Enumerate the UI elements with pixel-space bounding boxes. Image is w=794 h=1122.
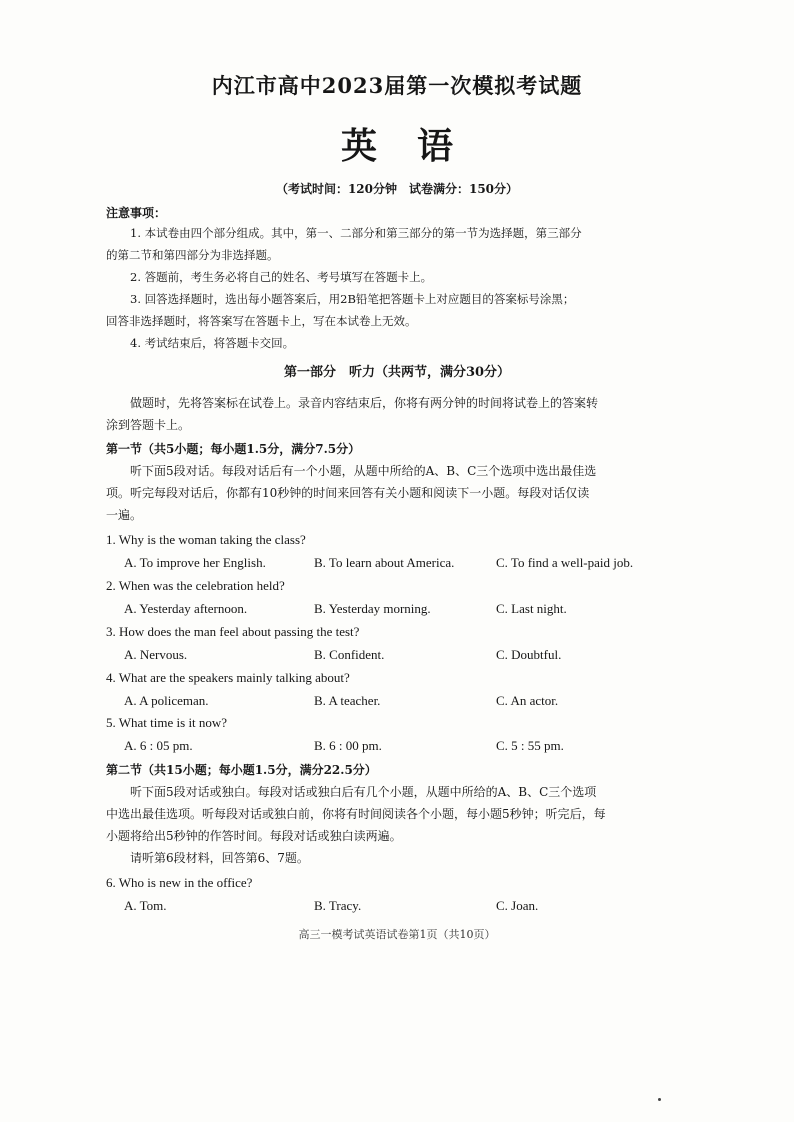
- notice-item: 1. 本试卷由四个部分组成。其中，第一、二部分和第三部分的第一节为选择题，第三部分: [130, 226, 582, 240]
- question-5: 5. What time is it now?: [106, 715, 228, 730]
- option-c: C. To find a well-paid job.: [496, 555, 634, 570]
- section1-instructions: [106, 460, 666, 526]
- notice-list: [106, 222, 666, 354]
- notice-item: 的第二节和第四部分为非选择题。: [106, 248, 279, 262]
- exam-info: （考试时间：120分钟 试卷满分：150分）: [275, 182, 519, 196]
- part1-heading: 第一部分 听力（共两节，满分30分）: [283, 365, 511, 380]
- option-b: B. Confident.: [314, 647, 385, 662]
- instruction-line: 项。听完每段对话后，你都有10秒钟的时间来回答有关小题和阅读下一小题。每段对话仅读: [106, 486, 590, 500]
- option-c: C. Doubtful.: [496, 647, 562, 662]
- option-c: C. An actor.: [496, 693, 559, 708]
- option-a: A. 6 : 05 pm.: [124, 738, 193, 753]
- question-3: 3. How does the man feel about passing the test?: [106, 624, 360, 639]
- option-b: B. Yesterday morning.: [314, 601, 431, 616]
- scan-speck: [658, 1098, 661, 1101]
- notice-item: 回答非选择题时，将答案写在答题卡上，写在本试卷上无效。: [106, 314, 417, 328]
- option-a: A. To improve her English.: [124, 555, 266, 570]
- option-a: A. Yesterday afternoon.: [124, 601, 248, 616]
- question-6: 6. Who is new in the office?: [106, 875, 253, 890]
- subject-title: 英语: [340, 125, 493, 167]
- option-a: A. A policeman.: [124, 693, 209, 708]
- option-c: C. Last night.: [496, 601, 567, 616]
- section2-heading: 第二节（共15小题；每小题1.5分，满分22.5分）: [106, 763, 377, 777]
- question-2: 2. When was the celebration held?: [106, 578, 285, 593]
- notice-item: 2. 答题前，考生务必将自己的姓名、考号填写在答题卡上。: [130, 270, 433, 284]
- intro-line: 涂到答题卡上。: [106, 418, 191, 432]
- section1-heading: 第一节（共5小题；每小题1.5分，满分7.5分）: [106, 442, 361, 456]
- question-4: 4. What are the speakers mainly talking about?: [106, 670, 350, 685]
- part1-intro: [106, 392, 666, 436]
- option-a: A. Tom.: [124, 898, 167, 913]
- option-a: A. Nervous.: [124, 647, 188, 662]
- notice-item: 3. 回答选择题时，选出每小题答案后，用2B铅笔把答题卡上对应题目的答案标号涂黑；: [130, 292, 575, 306]
- material-note: 请听第6段材料，回答第6、7题。: [130, 851, 309, 865]
- exam-title: 内江市高中2023届第一次模拟考试题: [211, 73, 583, 98]
- instruction-line: 听下面5段对话或独白。每段对话或独白后有几个小题，从题中所给的A、B、C三个选项: [130, 785, 597, 799]
- instruction-line: 听下面5段对话。每段对话后有一个小题，从题中所给的A、B、C三个选项中选出最佳选: [130, 464, 597, 478]
- instruction-line: 小题将给出5秒钟的作答时间。每段对话或独白读两遍。: [106, 829, 402, 843]
- page-footer: 高三一模考试英语试卷第1页（共10页）: [298, 928, 496, 941]
- option-b: B. A teacher.: [314, 693, 381, 708]
- option-b: B. Tracy.: [314, 898, 362, 913]
- option-c: C. 5 : 55 pm.: [496, 738, 564, 753]
- option-c: C. Joan.: [496, 898, 539, 913]
- intro-line: 做题时，先将答案标在试卷上。录音内容结束后，你将有两分钟的时间将试卷上的答案转: [130, 396, 599, 410]
- notice-item: 4. 考试结束后，将答题卡交回。: [130, 336, 295, 350]
- question-1: 1. Why is the woman taking the class?: [106, 532, 306, 547]
- instruction-line: 一遍。: [106, 508, 143, 522]
- option-b: B. 6 : 00 pm.: [314, 738, 382, 753]
- notice-heading: 注意事项：: [106, 206, 167, 220]
- section2-instructions: [106, 781, 666, 869]
- instruction-line: 中选出最佳选项。听每段对话或独白前，你将有时间阅读各个小题，每小题5秒钟；听完后，每: [106, 807, 606, 821]
- option-b: B. To learn about America.: [314, 555, 455, 570]
